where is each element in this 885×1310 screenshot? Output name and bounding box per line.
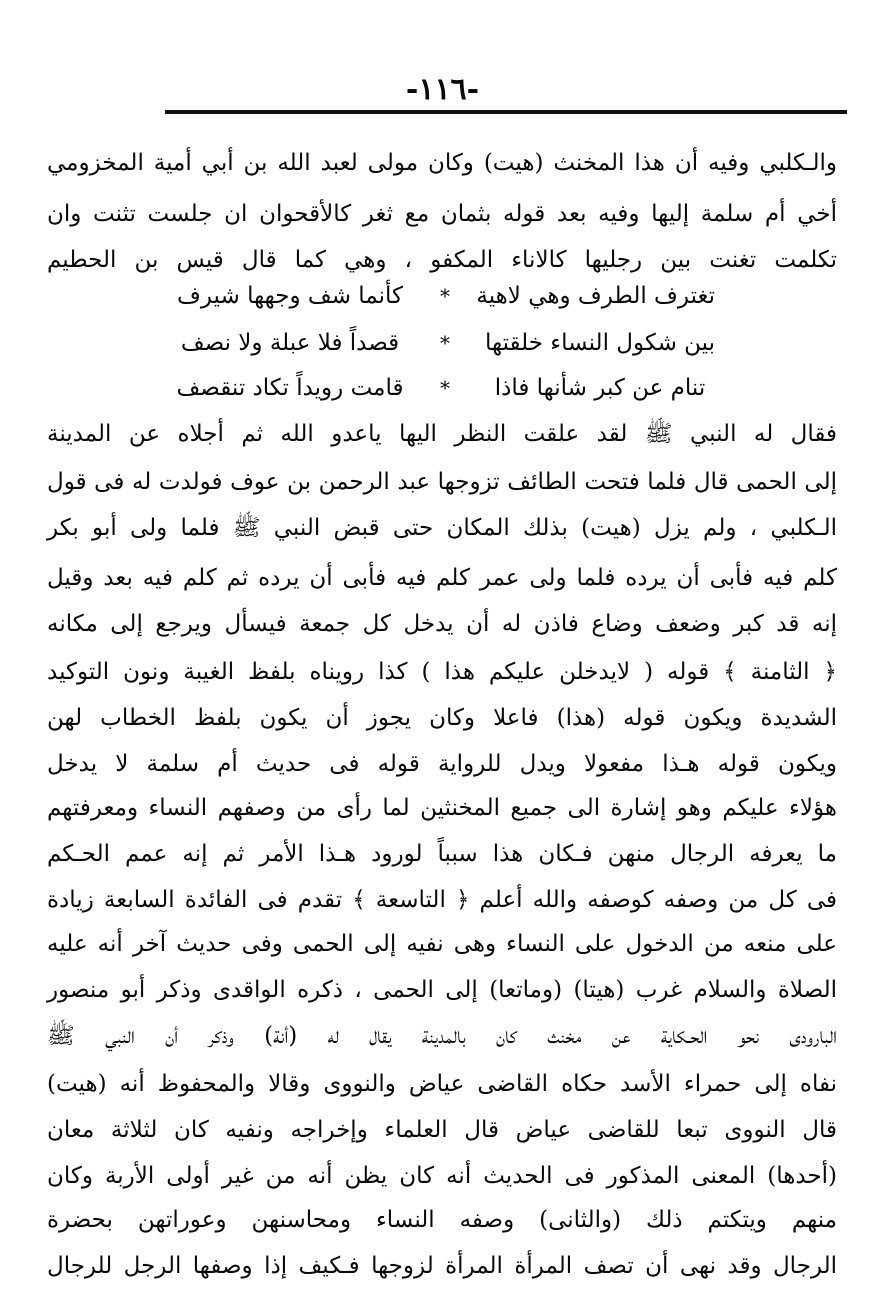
verse-line-1	[175, 276, 715, 316]
text-line-5: إلى الحمى قال فلما فتحت الطائف تزوجها عبد الرحمن بن عوف فولدت له فى قول	[47, 469, 837, 495]
verse-hemistich-second: قصداً فلا عبلة ولا نصف	[180, 330, 400, 356]
page-number: -١١٦-	[405, 72, 480, 107]
text-line-6: الـكلبي ، ولم يزل (هيت) بذلك المكان حتى قبض النبي ﷺ فلما ولى أبو بكر	[47, 515, 837, 541]
text-line-2: أخي أم سلمة إليها وفيه بعد قوله بثمان مع ثغر كالأقحوان ان جلست تثنت وان	[47, 201, 837, 227]
text-line-4: فقال له النبي ﷺ لقد علقت النظر اليها ياعدو الله ثم أجلاه عن المدينة	[47, 421, 837, 447]
verse-hemistich-second: كأنما شف وجهها شيرف	[177, 283, 403, 309]
text-line-19: قال النووى تبعا للقاضى عياض قال العلماء وإخراجه ونفيه كان لثلاثة معان	[47, 1117, 837, 1143]
header-rule	[165, 110, 847, 114]
verse-separator-star: *	[440, 284, 450, 308]
text-line-15: على منعه من الدخول على النساء وهى نفيه إلى الحمى وفى حديث آخر أنه عليه	[47, 931, 837, 957]
text-line-12: هؤلاء عليكم وهو إشارة الى جميع المخنثين لما رأى من وصفهم النساء ومعرفتهم	[47, 795, 837, 821]
verse-separator-star: *	[440, 376, 450, 400]
verse-hemistich-first: تغترف الطرف وهي لاهية	[476, 283, 715, 309]
verse-hemistich-second: قامت رويداً تكاد تنقصف	[176, 375, 404, 401]
text-line-14: فى كل من وصفه كوصفه والله أعلم ﴿ التاسعة ﴾ تقدم فى الفائدة السابعة زيادة	[47, 887, 837, 913]
verse-line-2	[175, 323, 715, 363]
text-line-1: والـكلبي وفيه أن هذا المخنث (هيت) وكان مولى لعبد الله بن أبي أمية المخزومي	[47, 150, 837, 176]
text-line-3: تكلمت تغنت بين رجليها كالاناء المكفو ، وهي كما قال قيس بن الحطيم	[47, 247, 837, 273]
text-line-20: (أحدها) المعنى المذكور فى الحديث أنه كان يظن أنه من غير أولى الأربة وكان	[47, 1163, 837, 1189]
text-line-18: نفاه إلى حمراء الأسد حكاه القاضى عياض والنووى وقالا والمحفوظ أنه (هيت)	[47, 1071, 837, 1097]
text-line-22: الرجال وقد نهى أن تصف المرأة المرأة لزوجها فـكيف إذا وصفها الرجل للرجال	[47, 1253, 837, 1279]
verse-separator-star: *	[440, 331, 450, 355]
text-line-10: الشديدة ويكون قوله (هذا) فاعلا وكان يجوز أن يكون بلفظ الخطاب لهن	[47, 705, 837, 731]
text-line-21: منهم ويتكتم ذلك (والثانى) وصفه النساء ومحاسنهن وعوراتهن بحضرة	[47, 1207, 837, 1233]
verse-hemistich-first: بين شكول النساء خلقتها	[484, 330, 715, 356]
text-line-13: ما يعرفه الرجال منهن فـكان هذا سبباً لورود هـذا الأمر ثم إنه عمم الحـكم	[47, 841, 837, 867]
text-line-8: إنه قد كبر وضعف وضاع فاذن له أن يدخل كل جمعة فيسأل ويرجع إلى مكانه	[47, 611, 837, 637]
verse-line-3	[175, 368, 715, 408]
text-line-9: ﴿ الثامنة ﴾ قوله ( لايدخلن عليكم هذا ) كذا رويناه بلفظ الغيبة ونون التوكيد	[47, 659, 837, 685]
text-line-17: البارودى نحو الحـكاية عن مخنث كان بالمدينة يقال له (أنة) وذكر أن النبي ﷺ	[47, 1023, 837, 1049]
text-line-16: الصلاة والسلام غرب (هيتا) (وماتعا) إلى الحمى ، ذكره الواقدى وذكر أبو منصور	[47, 977, 837, 1003]
text-line-11: ويكون قوله هـذا مفعولا ويدل للرواية قوله فى حديث أم سلمة لا يدخل	[47, 751, 837, 777]
text-line-7: كلم فيه فأبى أن يرده فلما ولى عمر كلم فيه فأبى أن يرده ثم كلم فيه بعد وقيل	[47, 565, 837, 591]
verse-hemistich-first: تنام عن كبر شأنها فاذا	[494, 375, 706, 401]
